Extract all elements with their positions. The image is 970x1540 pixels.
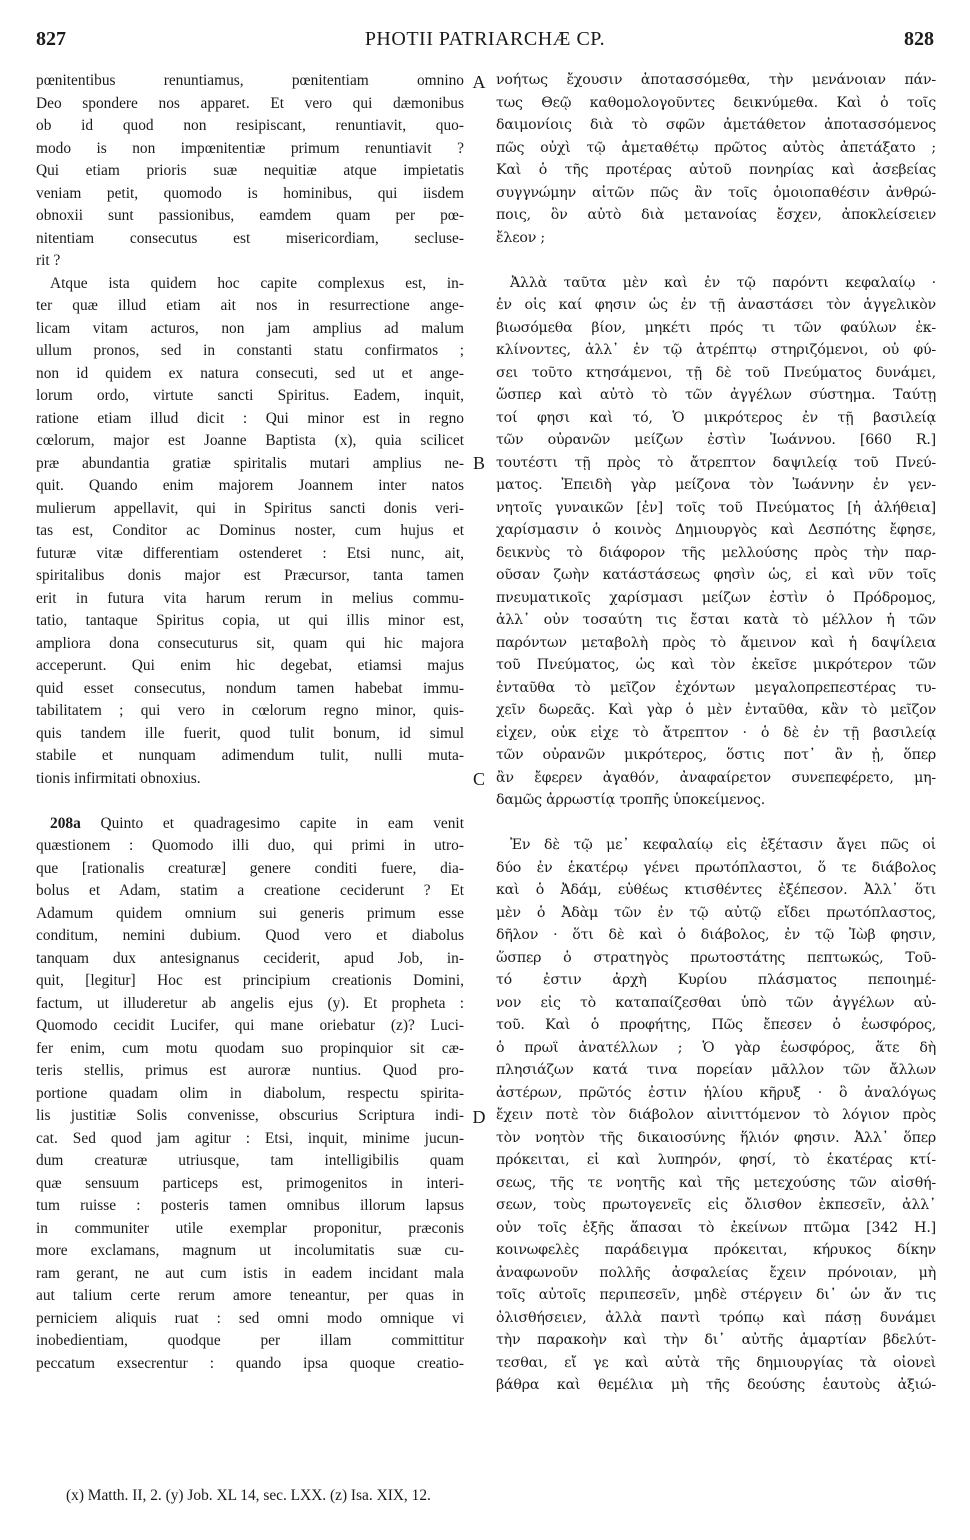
latin-text-line: teris stellis, primus est auroræ nuntius. Quod pro- [36, 1062, 464, 1079]
greek-text-line: χαρίσμασιν ὁ κοινὸς Δημιουργὸς καὶ Δεσπότης ἔφησε, [496, 522, 936, 538]
greek-text-line: τῶν οὐρανῶν μικρότερος, ὅστις ποτ᾽ ἂν ᾖ, ὅπερ [496, 747, 936, 763]
latin-text-line: pœnitentibus renuntiamus, pœnitentiam omnino [36, 72, 464, 89]
latin-section-heading-line [36, 815, 464, 838]
latin-text-line: perniciem aliquis ruat : sed omni modo omnique vi [36, 1309, 464, 1327]
latin-text-line: Qui etiam prioris suæ nequitiæ atque impietatis [36, 162, 464, 179]
greek-text-line: συγγνώμην αἰτῶν πῶς ἂν τοῖς ὁμοιοπαθέσιν ἀνθρώ- [496, 184, 936, 201]
greek-text-line: δῆλον · ὅτι δὲ καὶ ὁ διάβολος, ἐν τῷ Ἰὼβ φησιν, [496, 927, 936, 943]
greek-text-line: Ἐν δὲ τῷ με᾽ κεφαλαίῳ εἰς ἐξέτασιν ἄγει πῶς οἱ [510, 837, 936, 853]
greek-paragraph-2 [496, 275, 936, 815]
latin-text-line: cœlorum, major est Joanne Baptista (x), quia scilicet [36, 432, 464, 449]
greek-text-line: τοῦ. Καὶ ὁ προφήτης, Πῶς ἔπεσεν ὁ ἑωσφόρος, [496, 1017, 936, 1033]
greek-paragraph-3 [496, 837, 936, 1400]
latin-text-line: stabile et nunquam adimendum tulit, nulli muta- [36, 747, 464, 764]
latin-text-line: bolus et Adam, statim a creatione ceciderunt ? Et [36, 882, 464, 899]
greek-text-line: δύο ἐν ἑκατέρῳ γένει πρωτόπλαστοι, ὅ τε διάβολος [496, 859, 936, 876]
greek-text-line: τῶν οὐρανῶν μείζων ἐστὶν Ἰωάννου. [660 R.] [496, 432, 936, 448]
latin-text-line: quis tandem ille fuerit, quod tulit bonum, id simul [36, 724, 464, 742]
greek-text-line: πρόκειται, εἰ καὶ λυπηρόν, φησί, τὸ ἑκατέρας κτί- [496, 1152, 936, 1168]
greek-text-line: τό ἐστιν ἀρχὴ Κυρίου πλάσματος πεποιημέ- [496, 972, 936, 988]
greek-text-line: τοῦ Πνεύματος, ὡς καὶ τὸν ἐκεῖσε μικρότερον τῶν [496, 657, 936, 673]
greek-text-line: χεῖν δωρεᾶς. Καὶ γὰρ ὁ μὲν ἐνταῦθα, κἂν τὸ μεῖζον [496, 702, 936, 718]
latin-text-line: Deo spondere nos apparet. Et vero qui dæmonibus [36, 94, 464, 112]
greek-text-line: ἐν οἷς καί φησιν ὡς ἐν τῇ ἀναστάσει τὸν ἀγγελικὸν [496, 297, 936, 313]
greek-text-line: Καὶ ὁ τῆς προτέρας αὐτοῦ πονηρίας καὶ ἀσεβείας [496, 162, 936, 178]
greek-text-line: ματος. Ἐπειδὴ γὰρ μείζονα τὸν Ἰωάννην ἐν γεν- [496, 477, 936, 493]
greek-text-line: δαμῶς ἀρρωστίᾳ τροπῆς ὑποκείμενος. [496, 792, 766, 808]
latin-text-line: rit ? [36, 252, 61, 269]
greek-text-line: ἂν ἔφερεν ἀγαθόν, ἀναφαίρετον συνεπεφέρετο, μη- [496, 769, 936, 786]
latin-text-line: ram gerant, ne aut cum istis in eadem incidant mala [36, 1264, 464, 1282]
latin-paragraph-3 [36, 837, 464, 1377]
footnote: (x) Matth. II, 2. (y) Job. XL 14, sec. LXX. (z) Isa. XIX, 12. [66, 1487, 431, 1504]
greek-text-line: ἐνταῦθα τὸ μεῖζον ἐχόντων μεγαλοπρεπεστέρας τυ- [496, 679, 936, 696]
latin-text-line: tum ruisse : posteris tamen omnibus illorum lapsus [36, 1197, 464, 1214]
right-page-number: 828 [904, 28, 934, 50]
latin-text-line: quæstionem : Quomodo illi duo, qui primi in utro- [36, 837, 464, 854]
greek-text-line: ἀναφωνοῦν πολλῆς ἀσφαλείας ἔχειν πρόνοιαν, μὴ [496, 1264, 936, 1281]
greek-text-line: βιωσόμεθα βίον, μηκέτι πρός τι τῶν φαύλων ἐκ- [496, 319, 936, 336]
latin-text-line: portione quadam olim in diabolum, respectu spirita- [36, 1084, 464, 1102]
greek-text-line: κλίνοντες, ἀλλ᾽ ἐν τῷ ἀτρέπτῳ στηριζόμενοι, οὐ φύ- [496, 342, 936, 358]
paragraph-gap [496, 252, 936, 275]
greek-text-line: τοῖς αὐτοῖς περιπεσεῖν, μηδὲ στέργειν δι᾽ ὧν ἄν τις [496, 1287, 936, 1303]
greek-text-line: ποις, ὃν αὐτὸ διὰ μετανοίας ἔσχεν, ἀποκλείσειεν [496, 207, 936, 223]
greek-text-line: ἔχειν ποτὲ τὸν διάβολον αἰνιττόμενον τὸ λόγιον πρὸς [496, 1107, 936, 1123]
greek-text-line: ὥσπερ ὁ στρατηγὸς πρωτοστάτης πεπτωκώς, Τοῦ- [496, 949, 936, 966]
latin-text-line: spiritalibus donis major est Præcursor, tanta tamen [36, 567, 464, 584]
greek-text-line: τεσθαι, εἴ γε καὶ αὐτὰ τῆς δημιουργίας τὰ οἰονεὶ [496, 1354, 936, 1371]
latin-text-line: acceperunt. Qui enim hic degebat, etiamsi majus [36, 657, 464, 674]
latin-text-line: fer enim, cum motu quodam suo propinquior sit cæ- [36, 1039, 464, 1057]
latin-text-line: factum, ut illuderetur ab angelis ejus (y). Et propheta : [36, 994, 464, 1012]
greek-text-line: οὖν τοῖς ἑξῆς ἅπασαι τὸ ἐκείνων πτῶμα [342 H.] [496, 1219, 936, 1236]
greek-text-line: τὴν παρακοὴν καὶ τὴν δι᾽ αὐτῆς ἁμαρτίαν βδελύτ- [496, 1332, 936, 1348]
margin-marker-b: B [472, 453, 485, 473]
latin-text-line: ter quæ illud etiam ait nos in resurrectione ange- [36, 297, 464, 314]
greek-text-line: ἔλεον ; [496, 229, 546, 246]
latin-paragraph-1 [36, 72, 464, 275]
greek-text-line: τὸν νοητὸν τῆς δικαιοσύνης ἥλιόν φησιν. Ἀλλ᾽ ὅπερ [496, 1129, 936, 1146]
greek-text-line: πνευματικοῖς χαρίσμασι μείζων ἐστὶν ὁ Πρόδρομος, [496, 589, 936, 606]
greek-text-line: δεικνὺς τὸ διάφορον τῆς μελλούσης πρὸς τὴν παρ- [496, 544, 936, 561]
paragraph-gap [496, 815, 936, 838]
greek-text-line: εἶχεν, οὐκ εἶχε τὸ ἄτρεπτον · ὁ δὲ ἐν τῇ βασιλείᾳ [496, 724, 936, 741]
latin-text-line: peccatum exsecrentur : quando ipsa quoque creatio- [36, 1354, 464, 1372]
greek-text-line: ὁ πρωῒ ἀνατέλλων ; Ὁ γὰρ ἑωσφόρος, ἅτε δὴ [496, 1039, 936, 1056]
latin-text-line: ratione etiam illud dicit : Qui minor est in regno [36, 409, 464, 427]
latin-text-line: nitentiam consecutus est misericordiam, secluse- [36, 229, 464, 247]
latin-text-line: inobedientiam, quodque per illam committitur [36, 1332, 464, 1349]
latin-column [36, 72, 464, 1377]
greek-text-line: δαιμονίοις διὰ τὸ σφῶν ἀμετάθετον ἀποτασσόμενος [496, 117, 936, 133]
latin-text-line: veniam petit, quomodo is hominibus, qui iisdem [36, 184, 464, 202]
greek-text-line: νητοῖς γυναικῶν [ἐν] τοῖς τοῦ Πνεύματος [ἡ ἀλήθεια] [496, 499, 936, 516]
latin-text-line: licam vitam acturos, non jam amplius ad malum [36, 319, 464, 337]
greek-text-line: πλησιάζων κατά τινα πορείαν μᾶλλον τῶν ἄλλων [496, 1062, 936, 1078]
latin-text-line: non id quidem ex natura consecuti, sed ut et ange- [36, 364, 464, 382]
latin-text-line: tabilitatem ; qui vero in cœlorum regno minor, quis- [36, 702, 464, 719]
latin-text-line: dum creaturæ utriusque, tam intelligibilis quam [36, 1152, 464, 1169]
page-header [36, 28, 934, 58]
latin-text-line: tionis infirmitati obnoxius. [36, 769, 201, 787]
greek-text-line: σεως, τῆς τε νοητῆς καὶ τῆς μετεχούσης τῶν αἰσθή- [496, 1174, 936, 1191]
latin-text-line: lorum ordo, virtute sancti Spiritus. Eadem, inquit, [36, 387, 464, 404]
greek-text-line: ἀστέρων, πρῶτός ἐστιν ἡλίου κῆρυξ · ὃ ἀναλόγως [496, 1084, 936, 1101]
latin-text-line: ullum pronos, sed in constanti statu confirmatos ; [36, 342, 464, 359]
margin-marker-c: C [472, 769, 485, 789]
latin-text-line: quid esset consecutus, nondum tamen habebat immu- [36, 679, 464, 697]
left-page-number: 827 [36, 28, 66, 50]
greek-text-line: τοί φησι καὶ τό, Ὁ μικρότερος ἐν τῇ βασιλείᾳ [496, 409, 936, 426]
greek-text-line: σει τοῦτο κτησάμενοι, τῇ δὲ τοῦ Πνεύματος δυνάμει, [496, 364, 936, 381]
greek-text-line: ἀλλ᾽ οὖν τοσαύτη τις ἔσται κατὰ τὸ μέλλον ἡ τῶν [496, 612, 936, 628]
greek-text-line: νον εἰς τὸ καταπαίζεσθαι ὑπὸ τῶν ἀγγέλων αὐ- [496, 994, 936, 1011]
latin-section-first-line: Quinto et quadragesimo capite in eam venit [100, 814, 464, 832]
latin-text-line: cat. Sed quod jam agitur : Etsi, inquit, minime jucun- [36, 1129, 464, 1147]
latin-text-line: ob id quod non resipiscant, renuntiavit, quo- [36, 117, 464, 134]
latin-text-line: quæ sensuum particeps est, primogenitos in interi- [36, 1174, 464, 1192]
latin-text-line: tatio, tantaque Spiritus copia, ut qui illis minor est, [36, 612, 464, 629]
margin-marker-d: D [472, 1107, 486, 1127]
latin-text-line: tanquam dux antesignanus ceciderit, apud Job, in- [36, 949, 464, 967]
latin-text-line: Atque ista quidem hoc capite complexus est, in- [50, 274, 464, 292]
latin-text-line: erit in futura vita harum rerum in melius commu- [36, 589, 464, 607]
latin-text-line: Quomodo cecidit Lucifer, qui mane oriebatur (z)? Luci- [36, 1017, 464, 1034]
paragraph-gap [36, 792, 464, 815]
greek-text-line: βάθρα καὶ θεμέλια μὴ τῆς δεούσης ἑαυτοὺς ἀξιώ- [496, 1377, 936, 1393]
latin-text-line: more exclamans, magnum ut incolumitatis suæ cu- [36, 1242, 464, 1259]
greek-text-line: μὲν ὁ Ἀδὰμ τῶν ἐν τῷ αὐτῷ εἴδει πρωτόπλαστος, [496, 904, 936, 921]
section-number: 208a [50, 814, 81, 832]
latin-text-line: in communiter utile exemplar proponitur, præconis [36, 1219, 464, 1237]
latin-text-line: aut talium certe rerum amore teneantur, per quas in [36, 1287, 464, 1304]
latin-text-line: que [rationalis creaturæ] genere conditi fuere, dia- [36, 859, 464, 877]
margin-marker-a: A [472, 72, 486, 92]
greek-text-line: καὶ ὁ Ἀδάμ, εὐθέως κτισθέντες ἐξέπεσον. Ἀλλ᾽ ὅτι [496, 882, 936, 898]
greek-column [496, 72, 936, 1400]
greek-text-line: νοήτως ἔχουσιν ἀποτασσόμεθα, τὴν μενάνοιαν πάν- [496, 72, 936, 88]
greek-text-line: ὀλισθήσειεν, ἀλλὰ παντὶ τρόπῳ καὶ πάσῃ δυνάμει [496, 1309, 936, 1326]
greek-text-line: ὥσπερ καὶ αὐτὸ τὸ τῶν ἀγγέλων σύστημα. Ταύτῃ [496, 387, 936, 403]
running-title: PHOTII PATRIARCHÆ CP. [364, 28, 606, 50]
greek-text-line: τως Θεῷ καθομολογοῦντες δεικνύμεθα. Καὶ ὁ τοῖς [496, 94, 936, 111]
latin-text-line: lis justitiæ Solis convenisse, obscurius Scriptura indi- [36, 1107, 464, 1124]
greek-text-line: σεων, τοὺς πρωτογενεῖς εἰς ὄλισθον ἐκπεσεῖν, ἀλλ᾽ [496, 1197, 936, 1213]
greek-text-line: παρόντων μεταβολὴ πρὸς τὸ ἄμεινον καὶ ἡ δαψίλεια [496, 634, 936, 651]
latin-text-line: præ abundantia gratiæ spiritalis mutari amplius ne- [36, 454, 464, 472]
greek-text-line: οῦσαν ζωὴν κατάστάσεως φησὶν ὡς, εἰ καὶ νῦν τοῖς [496, 567, 936, 583]
greek-text-line: πῶς οὐχὶ τῷ ἀμεταθέτῳ πρῶτος αὐτὸς ἀπετάξατο ; [496, 139, 936, 156]
latin-text-line: futuræ vitæ differentiam ostenderet : Etsi nunc, ait, [36, 544, 464, 562]
greek-paragraph-1 [496, 72, 936, 252]
latin-text-line: conditum, nemini dubium. Quod vero et diabolus [36, 927, 464, 944]
latin-text-line: quit, [legitur] Hoc est principium creationis Domini, [36, 972, 464, 989]
latin-text-line: quit. Quando enim majorem Joannem inter natos [36, 477, 464, 494]
latin-text-line: tas est, Conditor ac Dominus noster, cum hujus et [36, 522, 464, 539]
latin-paragraph-2 [36, 275, 464, 793]
greek-text-line: τουτέστι τῇ πρὸς τὸ ἄτρεπτον δαψιλείᾳ τοῦ Πνεύ- [496, 454, 936, 471]
greek-text-line: Ἀλλὰ ταῦτα μὲν καὶ ἐν τῷ παρόντι κεφαλαίῳ · [510, 274, 936, 291]
latin-text-line: modo is non impœnitentiæ primum renuntiavit ? [36, 139, 464, 157]
latin-text-line: ampliora dona consecuturus sit, quam qui hic majora [36, 634, 464, 652]
latin-text-line: obnoxii sunt passionibus, eamdem quam per pœ- [36, 207, 464, 224]
greek-text-line: κοινωφελὲς παράδειγμα πρόκειται, κήρυκος δίκην [496, 1242, 936, 1258]
latin-text-line: Adamum quidem omnium sui generis primum esse [36, 904, 464, 922]
latin-text-line: mulierum appellavit, qui in Spiritus sancti donis veri- [36, 499, 464, 517]
